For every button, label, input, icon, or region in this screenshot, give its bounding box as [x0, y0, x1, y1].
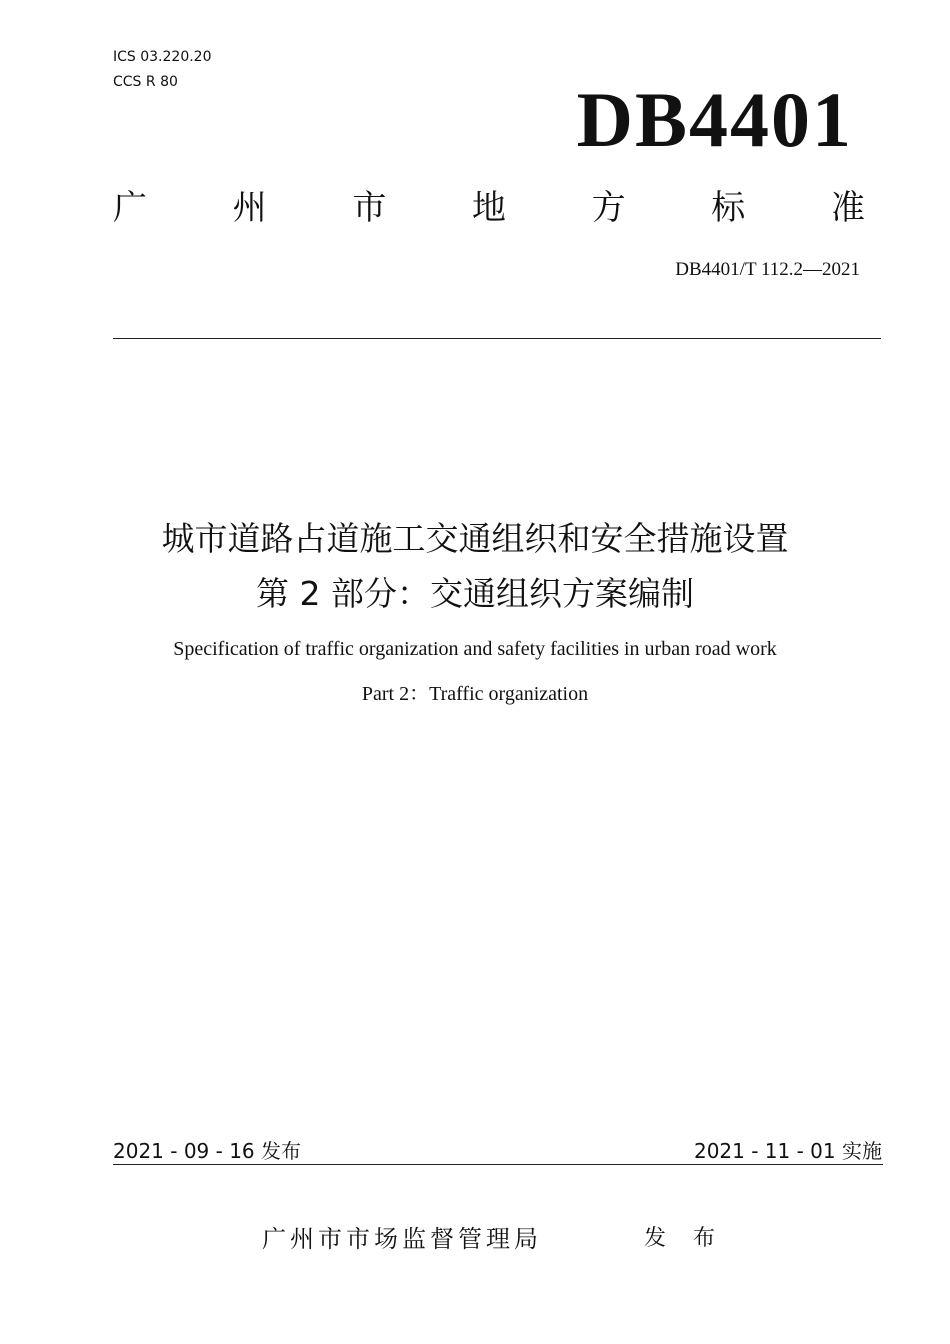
standard-logo: DB4401 [576, 76, 853, 163]
issue-date: 2021 - 09 - 16 发布 [113, 1139, 302, 1163]
standard-category-char: 准 [830, 188, 865, 228]
implementation-date: 2021 - 11 - 01 实施 [693, 1139, 882, 1163]
standard-number: DB4401/T 112.2—2021 [675, 259, 860, 280]
english-title-line-2: Part 2：Traffic organization [361, 683, 589, 705]
standard-category-char: 标 [711, 188, 746, 228]
standard-category-char: 广 [113, 188, 147, 228]
standard-category-char: 市 [352, 188, 387, 228]
header-divider [113, 338, 881, 339]
publish-label: 发 布 [644, 1226, 725, 1251]
standard-category-char: 州 [232, 188, 267, 228]
standard-category-char: 方 [591, 188, 626, 228]
english-title-line-1: Specification of traffic organization and safety facilities in urban road work [173, 638, 777, 660]
chinese-title-line-2: 第 2 部分：交通组织方案编制 [256, 574, 694, 613]
standard-category-title [113, 186, 865, 230]
ics-code: ICS 03.220.20 [113, 49, 212, 65]
chinese-title-line-1: 城市道路占道施工交通组织和安全措施设置 [161, 519, 789, 558]
issuing-authority: 广州市市场监督管理局 [262, 1225, 542, 1253]
footer-divider [113, 1164, 883, 1165]
standard-category-char: 地 [471, 188, 506, 228]
ccs-code: CCS R 80 [113, 74, 178, 90]
